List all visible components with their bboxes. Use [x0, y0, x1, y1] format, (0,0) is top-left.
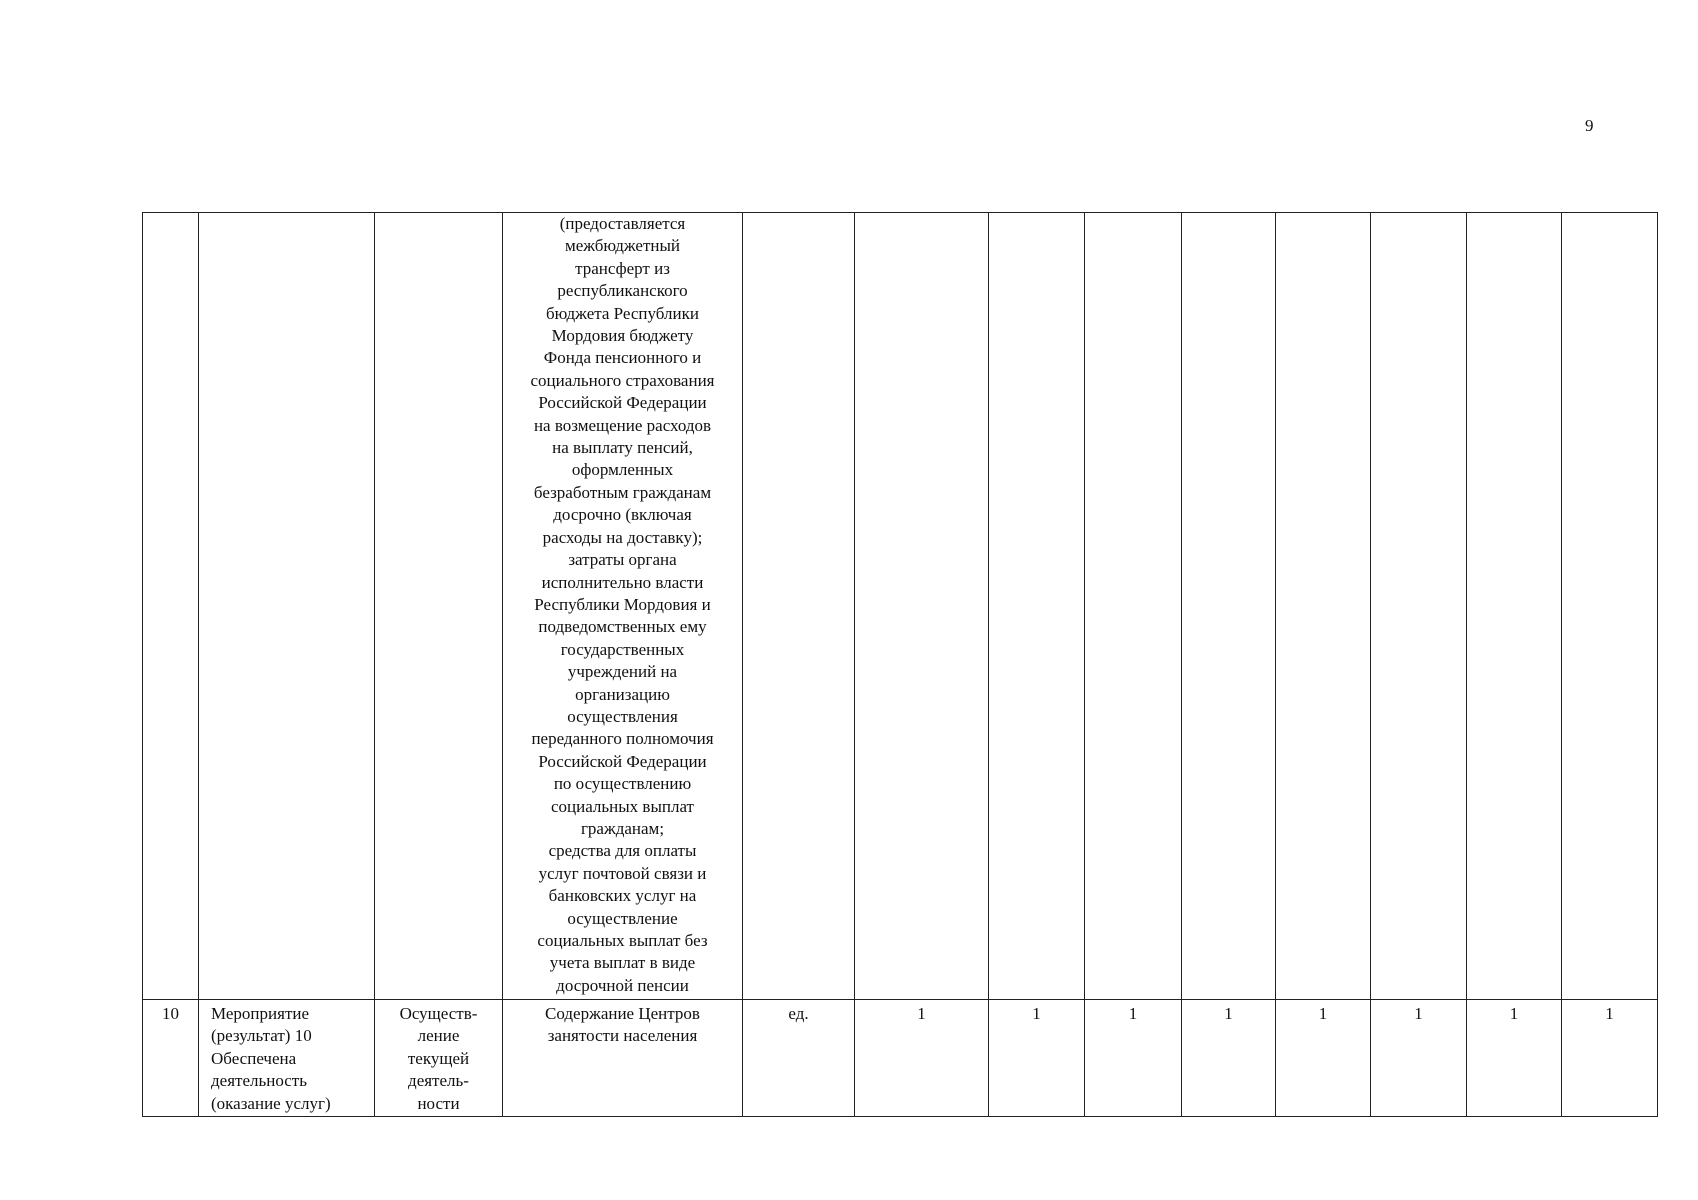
unit-cell: [743, 213, 855, 1000]
measure-description-cell: Содержание Центров занятости населения: [503, 1000, 743, 1117]
value-cell: 1: [989, 1000, 1085, 1117]
row-number-cell: 10: [143, 1000, 199, 1117]
table-row: [143, 213, 1658, 1000]
measure-description-cell: (предоставляется межбюджетный трансферт из республиканского бюджета Республики Мордовия бюджету Фонда пенсионного и социального страхования Российской Федерации на возмещение расходов на выплату пенсий, оформленных безработным гражданам досрочно (включая расходы на доставку); затраты органа исполнительно власти Республики Мордовия и подведомственных ему государственных учреждений на организацию осуществления переданного полномочия Российской Федерации по осуществлению социальных выплат гражданам; средства для оплаты услуг почтовой связи и банковских услуг на осуществление социальных выплат без учета выплат в виде досрочной пенсии: [503, 213, 743, 1000]
row-number-cell: [143, 213, 199, 1000]
value-cell: 1: [855, 1000, 989, 1117]
value-cell: 1: [1562, 1000, 1658, 1117]
value-cell: [1276, 213, 1371, 1000]
table-row: [143, 1000, 1658, 1117]
measure-name-cell: [199, 213, 375, 1000]
value-cell: 1: [1371, 1000, 1467, 1117]
page-number: 9: [1585, 116, 1594, 135]
value-cell: [989, 213, 1085, 1000]
value-cell: [1085, 213, 1182, 1000]
value-cell: 1: [1276, 1000, 1371, 1117]
value-cell: 1: [1085, 1000, 1182, 1117]
measure-type-cell: [375, 213, 503, 1000]
value-cell: 1: [1467, 1000, 1562, 1117]
value-cell: [1467, 213, 1562, 1000]
unit-cell: ед.: [743, 1000, 855, 1117]
value-cell: [1371, 213, 1467, 1000]
value-cell: [1182, 213, 1276, 1000]
measure-type-cell: Осуществ- ление текущей деятель- ности: [375, 1000, 503, 1117]
measure-name-cell: Мероприятие (результат) 10 Обеспечена деятельность (оказание услуг): [199, 1000, 375, 1117]
value-cell: [1562, 213, 1658, 1000]
value-cell: [855, 213, 989, 1000]
measures-table: [142, 212, 1658, 1117]
value-cell: 1: [1182, 1000, 1276, 1117]
